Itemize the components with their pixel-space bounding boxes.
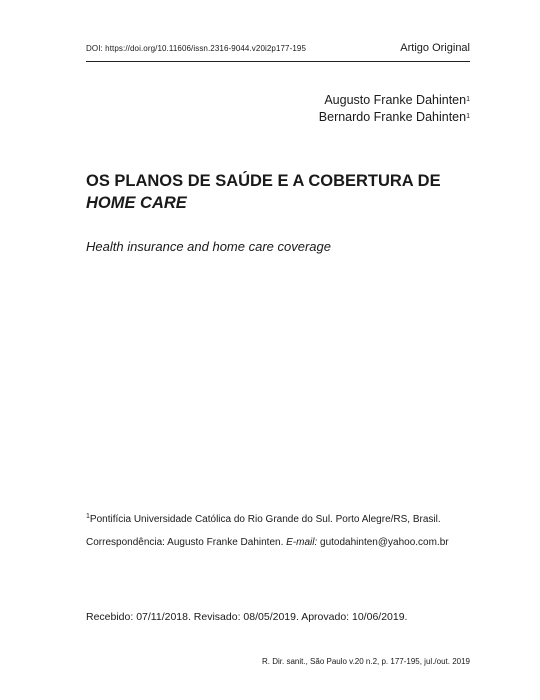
affiliation-text: Pontifícia Universidade Católica do Rio Grande do Sul. Porto Alegre/RS, Brasil. xyxy=(89,514,441,525)
section-type-label: Artigo Original xyxy=(400,42,470,54)
author-list xyxy=(319,92,470,126)
affiliation-mark: 1 xyxy=(466,113,470,120)
author-2 xyxy=(319,109,470,126)
submission-dates: Recebido: 07/11/2018. Revisado: 08/05/2019. Aprovado: 10/06/2019. xyxy=(86,611,408,623)
affiliation-note-mark: 1 xyxy=(86,513,90,520)
title-line-2: HOME CARE xyxy=(86,193,187,212)
article-title xyxy=(86,170,458,214)
title-line-1: OS PLANOS DE SAÚDE E A COBERTURA DE xyxy=(86,171,441,190)
author-1 xyxy=(319,92,470,109)
email-label: E-mail: xyxy=(286,537,318,548)
author-name: Augusto Franke Dahinten xyxy=(324,93,467,107)
author-name: Bernardo Franke Dahinten xyxy=(318,110,467,124)
correspondence-prefix: Correspondência: Augusto Franke Dahinten. xyxy=(86,537,284,548)
affiliation-note xyxy=(86,514,441,525)
english-title: Health insurance and home care coverage xyxy=(86,239,331,254)
affiliation-mark: 1 xyxy=(466,96,470,103)
doi-text: DOI: https://doi.org/10.11606/issn.2316-9044.v20i2p177-195 xyxy=(86,44,307,53)
correspondence-note xyxy=(86,537,449,548)
journal-footer: R. Dir. sanit., São Paulo v.20 n.2, p. 177-195, jul./out. 2019 xyxy=(262,657,470,666)
page-header xyxy=(86,41,470,62)
email-address: gutodahinten@yahoo.com.br xyxy=(320,537,449,548)
